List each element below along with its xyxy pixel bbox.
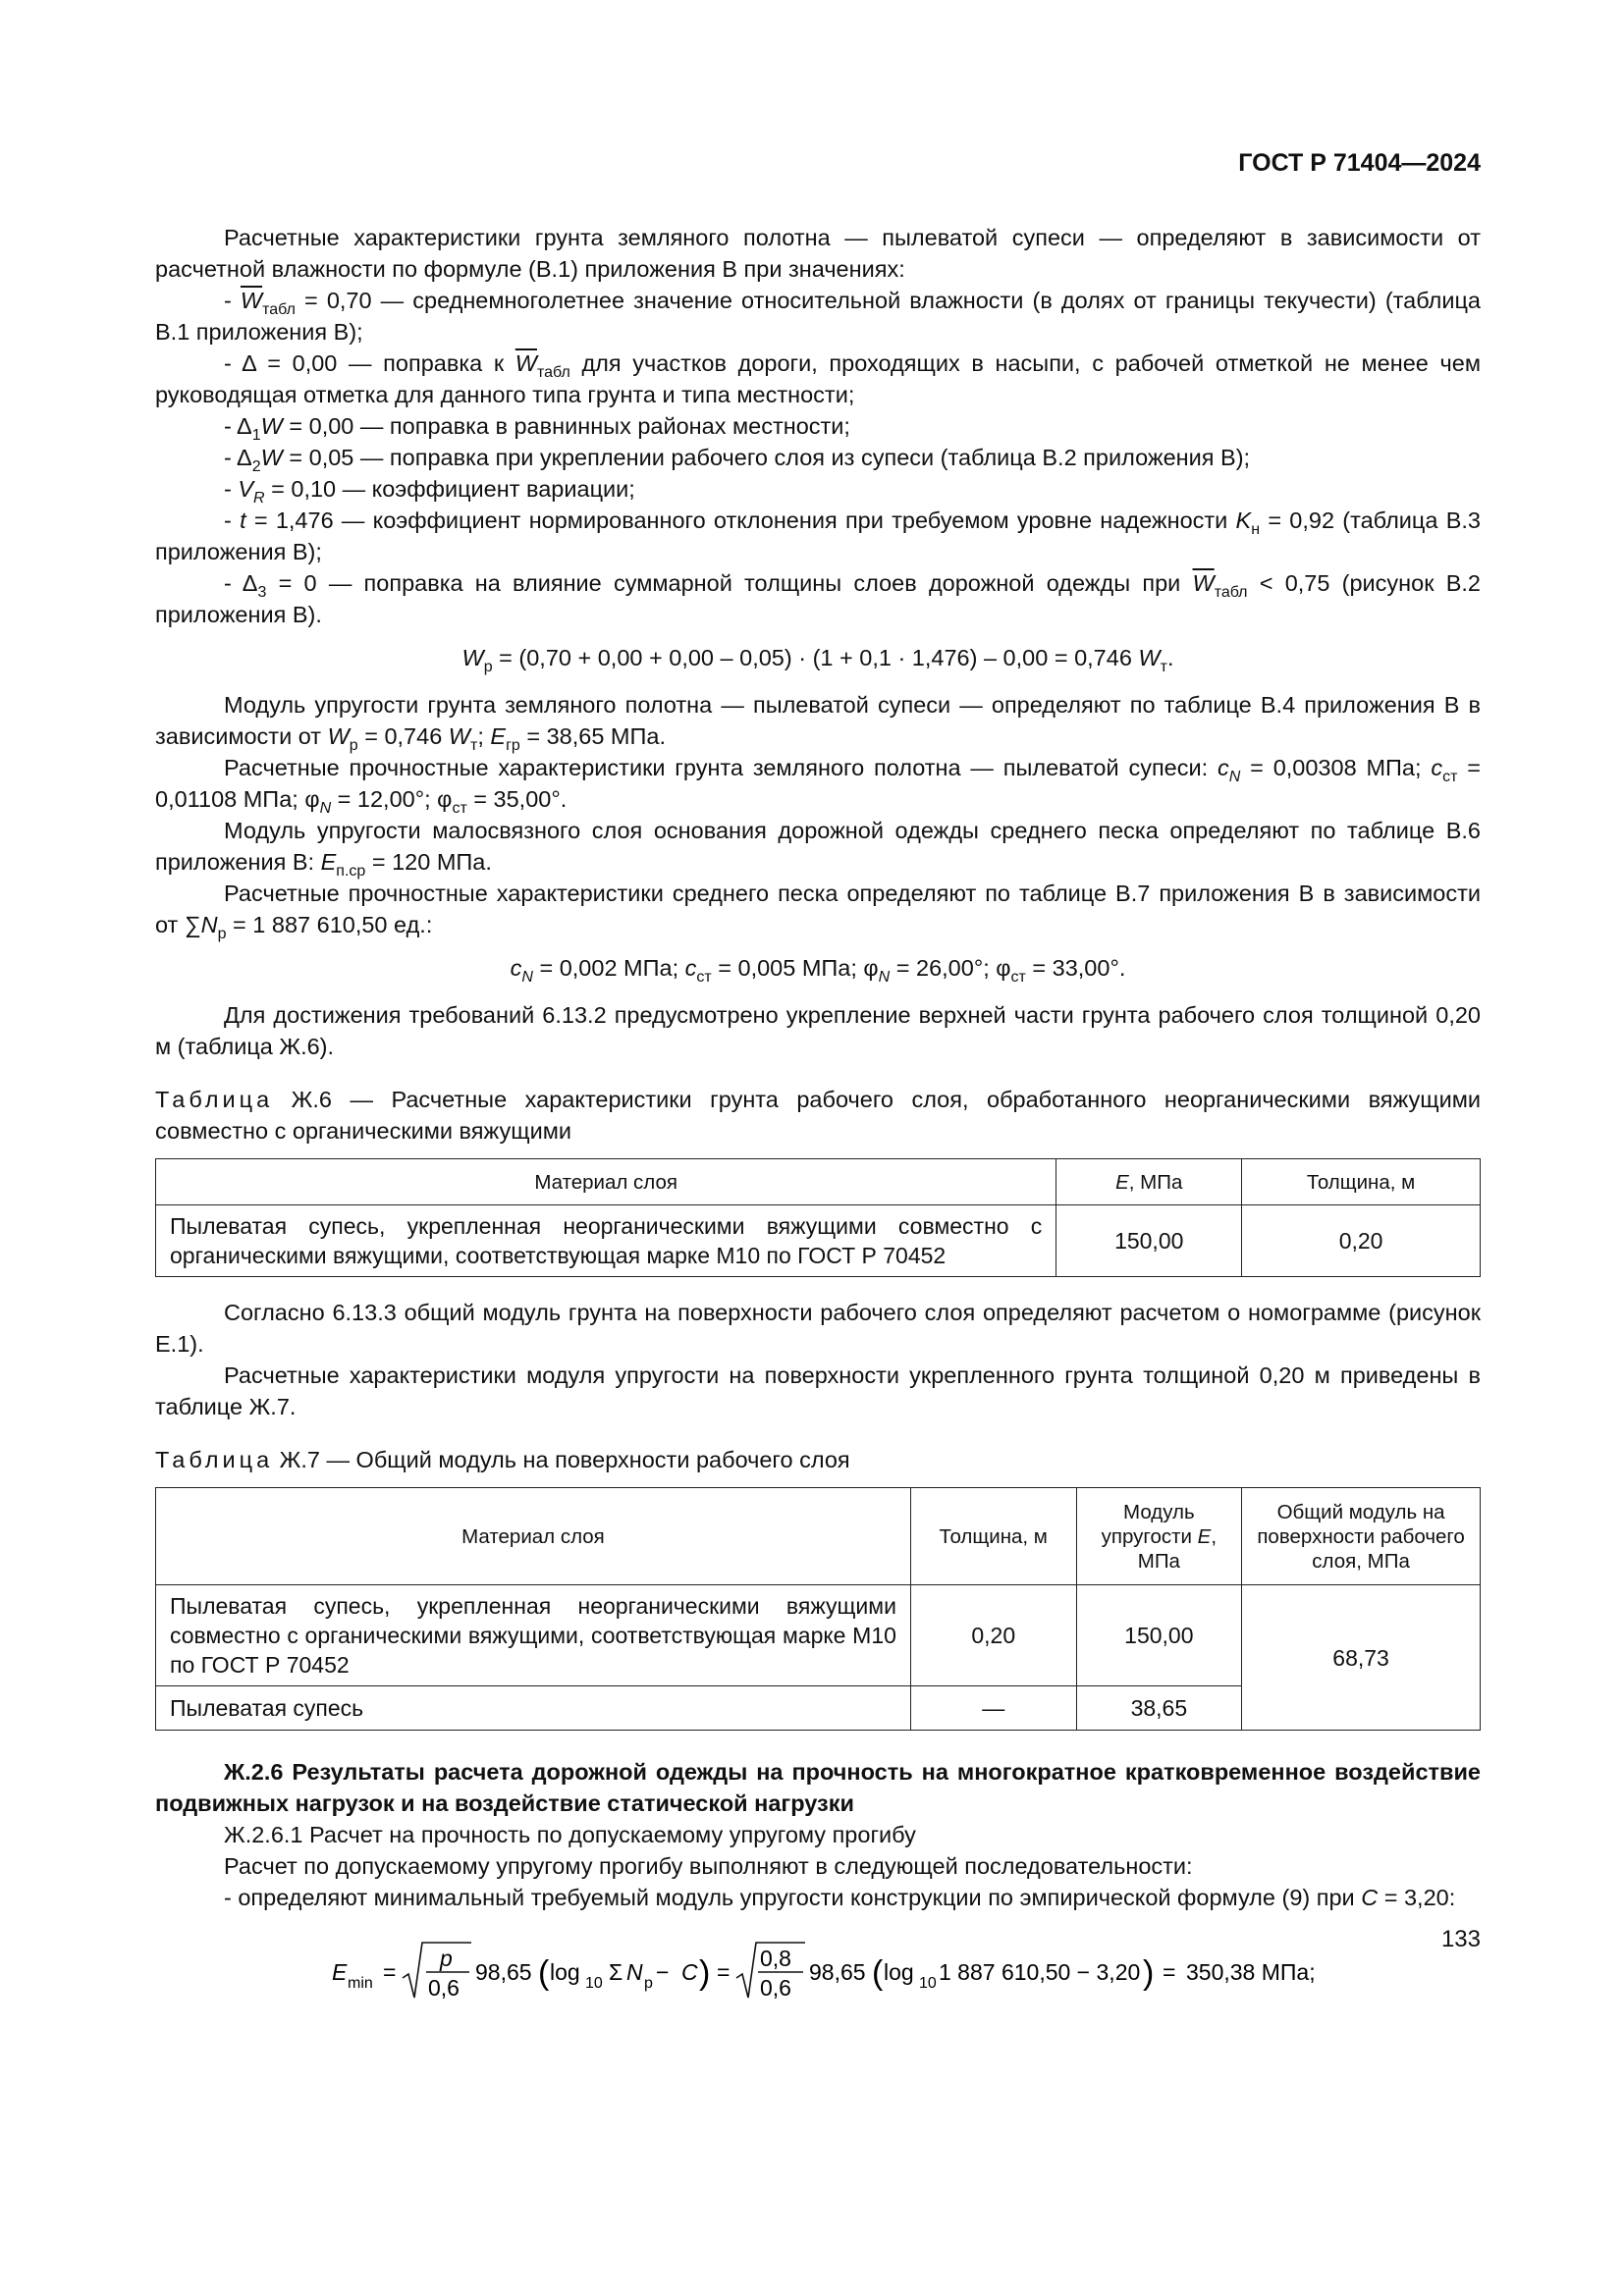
- table-row: [156, 1585, 1481, 1686]
- formula-minus: −: [656, 1959, 670, 1985]
- formula-emin: [332, 1937, 1481, 2005]
- formula-numerator: 0,8: [760, 1946, 791, 1971]
- paragraph: Согласно 6.13.3 общий модуль грунта на поверхности рабочего слоя определяют расчетом о номограмме (рисунок Е.1).: [155, 1300, 1481, 1357]
- paragraph: Для достижения требований 6.13.2 предусмотрено укрепление верхней части грунта рабочего слоя толщиной 0,20 м (таблица Ж.6).: [155, 1002, 1481, 1059]
- document-code: ГОСТ Р 71404—2024: [1238, 149, 1481, 177]
- formula-numerator: p: [440, 1946, 453, 1971]
- table-header-cell: Общий модуль на поверхности рабочего слоя, МПа: [1242, 1488, 1481, 1585]
- page-number: 133: [1440, 1926, 1481, 1952]
- list-item: - $\Delta_3 = 0$ — поправка на влияние суммарной толщины слоев дорожной одежды при $\overline{W}_{табл} < 0,75$ (рисунок В.2 приложения В).: [155, 570, 1481, 627]
- formula-denominator: 0,6: [428, 1975, 460, 2001]
- table-header-cell: Толщина, м: [910, 1488, 1076, 1585]
- paren-open: (: [538, 1954, 550, 1992]
- table-zh7: [155, 1487, 1481, 1731]
- table-header-cell: Толщина, м: [1242, 1159, 1481, 1205]
- formula-c: C: [681, 1959, 698, 1985]
- paren-close: ): [1143, 1954, 1155, 1992]
- list-item: - определяют минимальный требуемый модуль упругости конструкции по эмпирической формуле (9) при C = 3,20:: [224, 1885, 1456, 1910]
- table-header-cell: E, МПа: [1056, 1159, 1242, 1205]
- formula-eq2: =: [717, 1959, 731, 1985]
- table-cell: 150,00: [1056, 1205, 1242, 1277]
- paragraph: Расчет по допускаемому упругому прогибу выполняют в следующей последовательности:: [224, 1853, 1193, 1879]
- section-heading: Ж.2.6 Результаты расчета дорожной одежды на прочность на многократное кратковременное воздействие подвижных нагрузок и на воздействие статической нагрузки: [155, 1759, 1481, 1816]
- formula-log-sub: 10: [585, 1975, 603, 1992]
- formula-lhs: E: [332, 1959, 348, 1985]
- formula-sum: Σ: [609, 1959, 623, 1985]
- table-cell: 0,20: [1242, 1205, 1481, 1277]
- formula-emin-svg: [332, 1937, 1333, 2005]
- table-row: [156, 1205, 1481, 1277]
- list-item: - $\Delta_1W = 0,00$ — поправка в равнинных районах местности;: [224, 413, 850, 444]
- table-cell: Пылеватая супесь: [156, 1686, 911, 1731]
- table-caption: Таблица Ж.6 — Расчетные характеристики грунта рабочего слоя, обработанного неорганическими вяжущими совместно с органическими вяжущими: [155, 1087, 1481, 1144]
- formula-coef: 98,65: [809, 1959, 866, 1985]
- table-cell: —: [910, 1686, 1076, 1731]
- paren-close: ): [699, 1954, 711, 1992]
- paragraph: Расчетные прочностные характеристики среднего песка определяют по таблице В.7 приложения В в зависимости от $\sum N_р = 1$ 887 610,50 ед.:: [155, 881, 1481, 942]
- table-header-cell: Модуль упругости E, МПа: [1076, 1488, 1242, 1585]
- formula-sand-params: $c_N = 0,002$ МПа; $c_{ст} = 0,005$ МПа; $\varphi_N = 26,00^\circ$; $\varphi_{ст} = 33,00^\circ$.: [510, 955, 1126, 986]
- table-caption: Таблица Ж.7 — Общий модуль на поверхности рабочего слоя: [155, 1447, 850, 1472]
- formula-lhs-sub: min: [348, 1975, 373, 1992]
- list-item: - $\Delta_2W = 0,05$ — поправка при укреплении рабочего слоя из супеси (таблица В.2 приложения В);: [224, 445, 1251, 475]
- paragraph: Модуль упругости малосвязного слоя основания дорожной одежды среднего песка определяют по таблице В.6 приложения В: $E_{п.ср} = 120$ МПа.: [155, 818, 1481, 880]
- table-zh6: [155, 1158, 1481, 1277]
- formula-log: log: [884, 1959, 914, 1985]
- formula-wp: $W_р = (0,70 + 0,00 + 0,00 - 0,05) \cdot (1 + 0,1 \cdot 1,476) - 0,00 = 0,746$ $W_т$.: [461, 645, 1174, 675]
- table-header-cell: Материал слоя: [156, 1159, 1056, 1205]
- table-cell: Пылеватая супесь, укрепленная неорганическими вяжущими совместно с органическими вяжущими, соответствующая марке М10 по ГОСТ Р 70452: [156, 1585, 911, 1686]
- formula-eq: =: [383, 1959, 397, 1985]
- subsection-heading: Ж.2.6.1 Расчет на прочность по допускаемому упругому прогибу: [224, 1822, 916, 1847]
- list-item: - t = 1,476 — коэффициент нормированного отклонения при требуемом уровне надежности $K_н = 0,92$ (таблица В.3 приложения В);: [155, 507, 1481, 564]
- table-header-cell: Материал слоя: [156, 1488, 911, 1585]
- formula-n: N: [626, 1959, 643, 1985]
- table-cell: 38,65: [1076, 1686, 1242, 1731]
- paragraph: Модуль упругости грунта земляного полотна — пылеватой супеси — определяют по таблице В.4 приложения В в зависимости от $W_р = 0,746$ $W_т$; $E_{гр} = 38,65$ МПа.: [155, 692, 1481, 754]
- formula-n-sub: р: [644, 1975, 653, 1992]
- table-cell: 0,20: [910, 1585, 1076, 1686]
- document-body: [155, 222, 1481, 2005]
- table-header-row: [156, 1488, 1481, 1585]
- formula-denominator: 0,6: [760, 1975, 791, 2001]
- list-item: - Δ = 0,00 — поправка к $\overline{W}_{табл}$ для участков дороги, проходящих в насыпи, с рабочей отметкой не менее чем руководящая отметка для данного типа грунта и типа местности;: [155, 350, 1481, 407]
- formula-arg: 1 887 610,50 − 3,20: [939, 1959, 1141, 1985]
- paragraph: Расчетные прочностные характеристики грунта земляного полотна — пылеватой супеси: $c_N = 0,00308$ МПа; $c_{ст} = 0,01108$ МПа; $\varphi_N = 12,00^\circ$; $\varphi_{ст} = 35,00^\circ$.: [155, 755, 1482, 817]
- table-header-row: [156, 1159, 1481, 1205]
- table-cell: 68,73: [1242, 1585, 1481, 1731]
- paren-open: (: [872, 1954, 884, 1992]
- formula-log-sub: 10: [919, 1975, 937, 1992]
- formula-log: log: [550, 1959, 580, 1985]
- formula-result: 350,38 МПа;: [1186, 1959, 1316, 1985]
- paragraph: Расчетные характеристики грунта земляного полотна — пылеватой супеси — определяют в зависимости от расчетной влажности по формуле (В.1) приложения В при значениях:: [155, 225, 1481, 282]
- list-item: - $V_R = 0,10$ — коэффициент вариации;: [224, 476, 635, 507]
- table-cell: Пылеватая супесь, укрепленная неорганическими вяжущими совместно с органическими вяжущими, соответствующая марке М10 по ГОСТ Р 70452: [156, 1205, 1056, 1277]
- formula-eq3: =: [1163, 1959, 1176, 1985]
- list-item: - $\overline{W}_{табл} = 0,70$ — среднемноголетнее значение относительной влажности (в долях от границы текучести) (таблица В.1 приложения В);: [155, 288, 1481, 345]
- paragraph: Расчетные характеристики модуля упругости на поверхности укрепленного грунта толщиной 0,20 м приведены в таблице Ж.7.: [155, 1362, 1481, 1419]
- formula-coef: 98,65: [475, 1959, 532, 1985]
- table-cell: 150,00: [1076, 1585, 1242, 1686]
